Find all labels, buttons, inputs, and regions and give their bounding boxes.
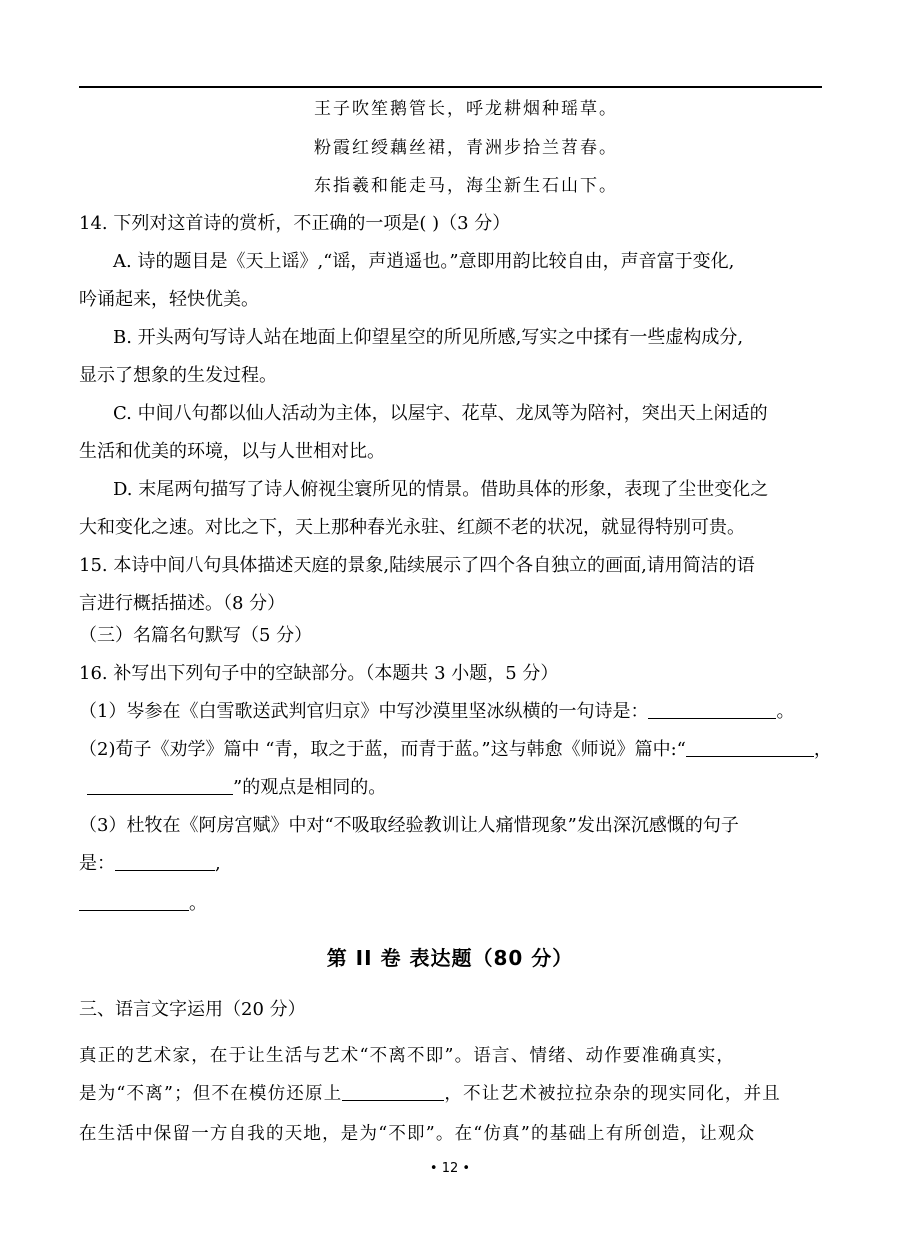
q14-option-a-line2: 吟诵起来，轻快优美。 <box>79 289 259 310</box>
q14-option-d-line1: D. 末尾两句描写了诗人俯视尘寰所见的情景。借助具体的形象，表现了尘世变化之 <box>113 479 769 500</box>
q16-s3-comma: , <box>215 853 221 874</box>
q15-line1: 15. 本诗中间八句具体描述天庭的景象,陆续展示了四个各自独立的画面,请用简洁的语 <box>79 555 755 576</box>
q16-s2-comma: ， <box>813 739 832 760</box>
q15-line2: 言进行概括描述。（8 分） <box>79 593 286 614</box>
part3-title: 三、语言文字运用（20 分） <box>79 999 306 1020</box>
q14-option-c-line1: C. 中间八句都以仙人活动为主体，以屋宇、花草、龙凤等为陪衬，突出天上闲适的 <box>113 403 768 424</box>
passage-line-1: 真正的艺术家，在于让生活与艺术“不离不即”。语言、情绪、动作要准确真实， <box>79 1046 736 1066</box>
q16-blank-2b[interactable] <box>87 776 233 795</box>
passage-line-2-b: ，不让艺术被拉拉杂杂的现实同化，并且 <box>444 1084 782 1104</box>
q16-blank-1[interactable] <box>648 700 776 719</box>
q14-option-b-line1: B. 开头两句写诗人站在地面上仰望星空的所见所感,写实之中揉有一些虚构成分, <box>113 327 744 348</box>
q16-blank-3b[interactable] <box>79 892 189 911</box>
q16-sentence-3-end <box>79 892 207 916</box>
q16-sentence-3-cont <box>79 852 221 876</box>
q14-option-c-line2: 生活和优美的环境，以与人世相对比。 <box>79 441 385 462</box>
q16-sentence-2-cont <box>87 776 386 800</box>
q16-s1-end: 。 <box>776 701 795 722</box>
q16-s2-end: ”的观点是相同的。 <box>233 777 387 798</box>
page-number: • 12 • <box>429 1161 471 1176</box>
poem-line-2: 粉霞红绶藕丝裙，青洲步拾兰苕春。 <box>314 138 618 158</box>
q16-blank-3a[interactable] <box>115 852 215 871</box>
q16-s3-end: 。 <box>189 893 207 914</box>
q16-sentence-3: （3）杜牧在《阿房宫赋》中对“不吸取经验教训让人痛惜现象”发出深沉感慨的句子 <box>79 815 739 836</box>
q16-s3-is: 是： <box>79 853 115 874</box>
q14-stem: 14. 下列对这首诗的赏析，不正确的一项是( )（3 分） <box>79 213 511 234</box>
q14-option-d-line2: 大和变化之速。对比之下，天上那种春光永驻、红颜不老的状况，就显得特别可贵。 <box>79 517 745 538</box>
q14-option-a-line1: A. 诗的题目是《天上谣》,“谣，声逍遥也。”意即用韵比较自由，声音富于变化, <box>113 251 735 272</box>
q16-blank-2a[interactable] <box>686 738 814 757</box>
section-title-mingpian: （三）名篇名句默写（5 分） <box>79 625 313 646</box>
passage-blank[interactable] <box>342 1082 444 1101</box>
q14-option-b-line2: 显示了想象的生发过程。 <box>79 365 277 386</box>
poem-line-3: 东指羲和能走马，海尘新生石山下。 <box>314 176 618 196</box>
q16-s1-text: （1）岑参在《白雪歌送武判官归京》中写沙漠里坚冰纵横的一句诗是： <box>79 701 649 722</box>
q16-sentence-1 <box>79 700 794 724</box>
poem-line-1: 王子吹笙鹅管长，呼龙耕烟种瑶草。 <box>314 99 618 119</box>
passage-line-3: 在生活中保留一方自我的天地，是为“不即”。在“仿真”的基础上有所创造，让观众 <box>79 1124 756 1144</box>
q16-stem: 16. 补写出下列句子中的空缺部分。（本题共 3 小题，5 分） <box>79 663 559 684</box>
q16-sentence-2 <box>79 738 832 762</box>
header-rule <box>79 86 822 88</box>
volume-heading: 第 II 卷 表达题（80 分） <box>326 946 574 970</box>
passage-line-2 <box>79 1082 781 1106</box>
q16-s2-text: （2)荀子《劝学》篇中 “青，取之于蓝，而青于蓝。”这与韩愈《师说》篇中:“ <box>79 739 686 760</box>
passage-line-2-a: 是为“不离”；但不在模仿还原上 <box>79 1084 343 1104</box>
